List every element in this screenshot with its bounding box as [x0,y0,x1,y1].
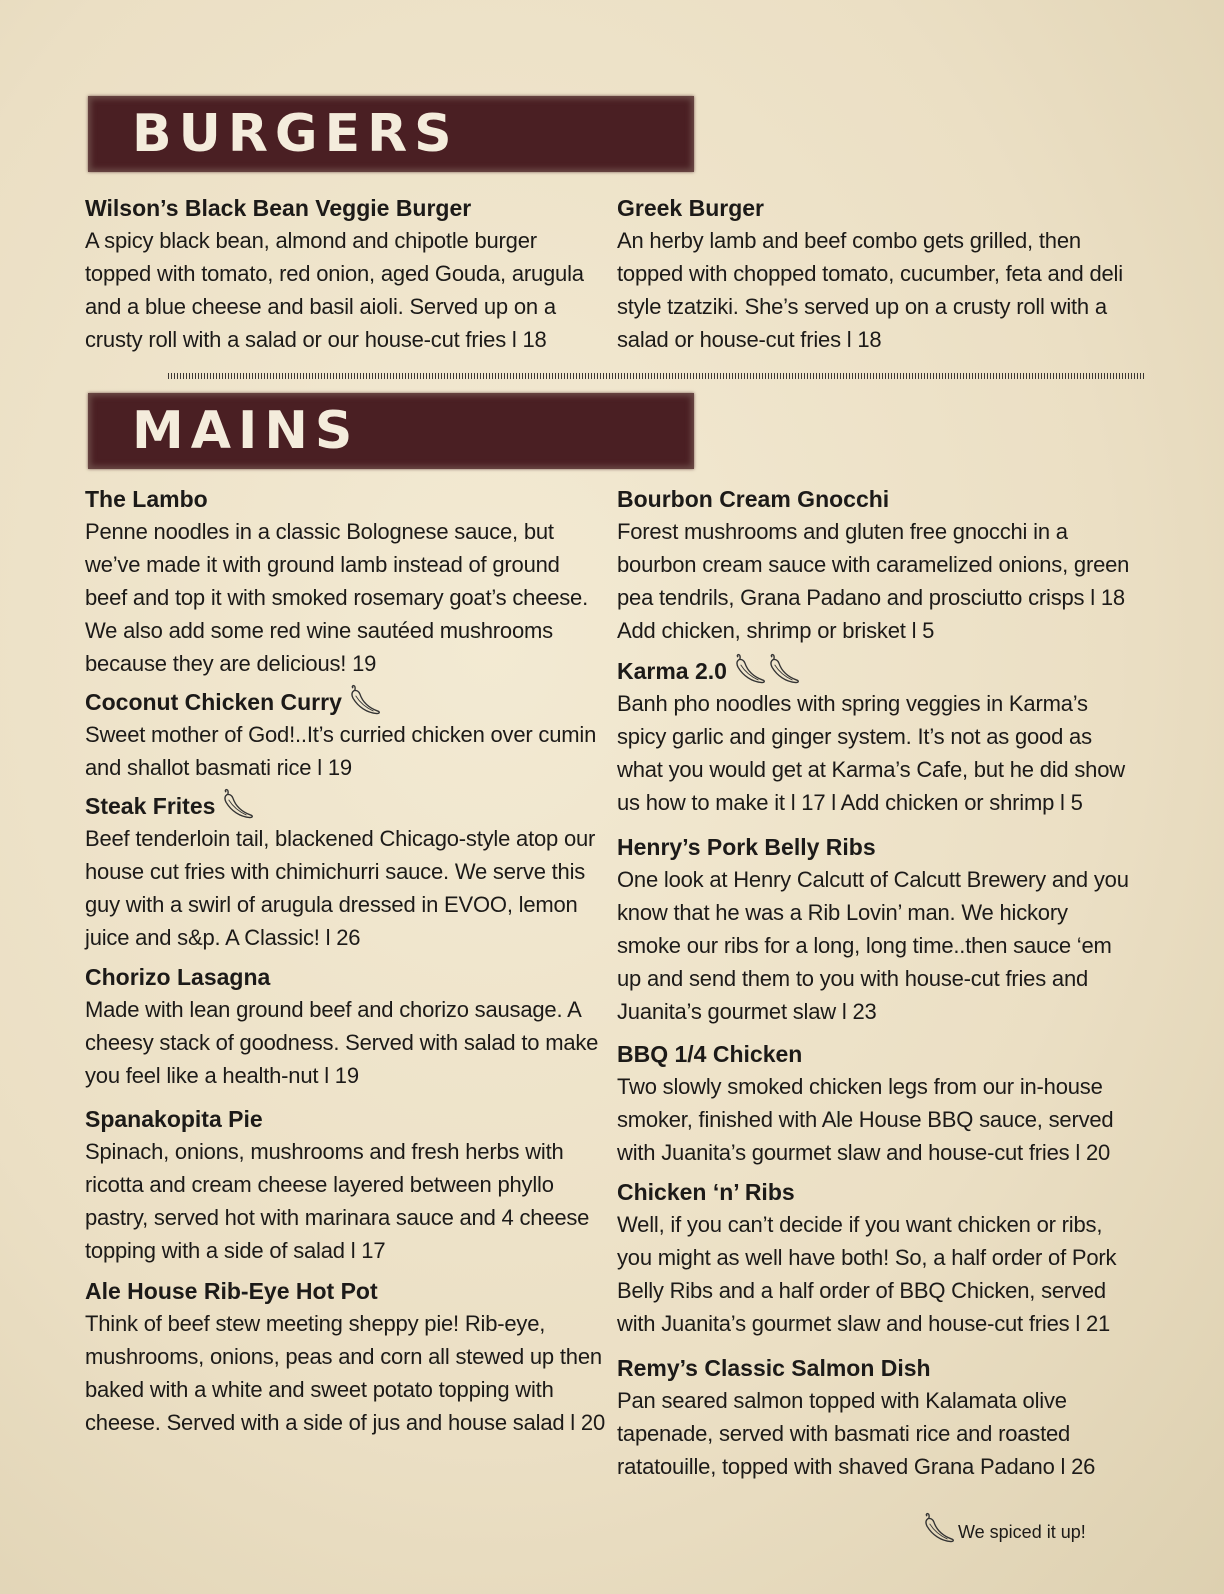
chili-pepper-icon [221,788,255,820]
menu-item [617,1038,1137,1176]
menu-item [85,483,605,684]
menu-item [85,192,605,356]
menu-item [617,1176,1137,1352]
menu-item-description: Sweet mother of God!..It’s curried chicken over cumin and shallot basmati rice l 19 [85,722,597,780]
menu-item-name: Remy’s Classic Salmon Dish [617,1355,931,1381]
menu-item-name: The Lambo [85,486,208,512]
menu-item-description: Think of beef stew meeting sheppy pie! Rib-eye, mushrooms, onions, peas and corn all stewed up then baked with a white and sweet potato topping with cheese. Served with a side of jus and house salad l 20 [85,1311,605,1435]
section-divider [168,373,1146,379]
menu-item-description: Two slowly smoked chicken legs from our in-house smoker, finished with Ale House BBQ sauce, served with Juanita’s gourmet slaw and house-cut fries l 20 [617,1074,1114,1165]
menu-item-name: Chorizo Lasagna [85,964,271,990]
menu-item-description: Banh pho noodles with spring veggies in Karma’s spicy garlic and ginger system. It’s not as good as what you would get at Karma’s Cafe, but he did show us how to make it l 17 l Add chicken or shrimp l 5 [617,691,1125,815]
menu-item-description: Forest mushrooms and gluten free gnocchi in a bourbon cream sauce with caramelized onions, green pea tendrils, Grana Padano and prosciutto crisps l 18 Add chicken, shrimp or brisket l 5 [617,519,1130,643]
menu-item-description: Penne noodles in a classic Bolognese sauce, but we’ve made it with ground lamb instead of ground beef and top it with smoked rosemary goat’s cheese. We also add some red wine sautéed mushrooms because they are delicious! 19 [85,519,589,676]
menu-item-description: Spinach, onions, mushrooms and fresh herbs with ricotta and cream cheese layered between phyllo pastry, served hot with marinara sauce and 4 cheese topping with a side of salad l 17 [85,1139,590,1263]
mains-left-column [85,483,605,1439]
menu-item-name: Coconut Chicken Curry [85,684,605,718]
menu-item-name: Spanakopita Pie [85,1106,263,1132]
chili-pepper-icon [733,653,767,685]
menu-item-description: An herby lamb and beef combo gets grilled, then topped with chopped tomato, cucumber, feta and deli style tzatziki. She’s served up on a crusty roll with a salad or house-cut fries l 18 [617,228,1123,352]
menu-item-name: Ale House Rib-Eye Hot Pot [85,1278,378,1304]
burgers-left-column [85,192,605,356]
menu-item [617,831,1137,1038]
menu-item-name: Steak Frites [85,788,605,822]
mains-right-column [617,483,1137,1483]
burgers-section-banner [88,96,694,172]
menu-item-description: Beef tenderloin tail, blackened Chicago-style atop our house cut fries with chimichurri sauce. We serve this guy with a swirl of arugula dressed in EVOO, lemon juice and s&p. A Classic! l 26 [85,826,596,950]
menu-item [85,961,605,1103]
mains-section-banner [88,393,694,469]
burgers-right-column [617,192,1137,356]
menu-item [617,483,1137,653]
menu-item-name: BBQ 1/4 Chicken [617,1041,803,1067]
chili-pepper-icon [922,1512,956,1544]
menu-item [617,192,1137,356]
menu-item [85,1275,605,1439]
menu-item-name: Henry’s Pork Belly Ribs [617,834,876,860]
spice-legend [922,1512,1086,1546]
chili-pepper-icon [348,684,382,716]
menu-item-description: A spicy black bean, almond and chipotle burger topped with tomato, red onion, aged Gouda, arugula and a blue cheese and basil aioli. Served up on a crusty roll with a salad or our house-cut fries l 18 [85,228,584,352]
menu-item-name: Chicken ‘n’ Ribs [617,1179,795,1205]
spice-legend-text: We spiced it up! [958,1522,1086,1542]
menu-item [85,684,605,788]
menu-item [617,1352,1137,1483]
menu-item-name: Bourbon Cream Gnocchi [617,486,890,512]
menu-item-description: Well, if you can’t decide if you want chicken or ribs, you might as well have both! So, a half order of Pork Belly Ribs and a half order of BBQ Chicken, served with Juanita’s gourmet slaw and house-cut fries l 21 [617,1212,1117,1336]
menu-item-name: Karma 2.0 [617,653,1137,687]
mains-heading: MAINS [132,401,360,461]
menu-item [85,788,605,961]
burgers-heading: BURGERS [132,104,459,164]
menu-item-name: Greek Burger [617,195,765,221]
menu-item [85,1103,605,1275]
chili-pepper-icon [767,653,801,685]
menu-item-description: Made with lean ground beef and chorizo sausage. A cheesy stack of goodness. Served with salad to make you feel like a health-nut l 19 [85,997,599,1088]
menu-item-description: One look at Henry Calcutt of Calcutt Brewery and you know that he was a Rib Lovin’ man. We hickory smoke our ribs for a long, long time..then sauce ‘em up and send them to you with house-cut fries and Juanita’s gourmet slaw l 23 [617,867,1129,1024]
menu-item-description: Pan seared salmon topped with Kalamata olive tapenade, served with basmati rice and roasted ratatouille, topped with shaved Grana Padano l 26 [617,1388,1096,1479]
menu-item-name: Wilson’s Black Bean Veggie Burger [85,195,472,221]
menu-item [617,653,1137,831]
